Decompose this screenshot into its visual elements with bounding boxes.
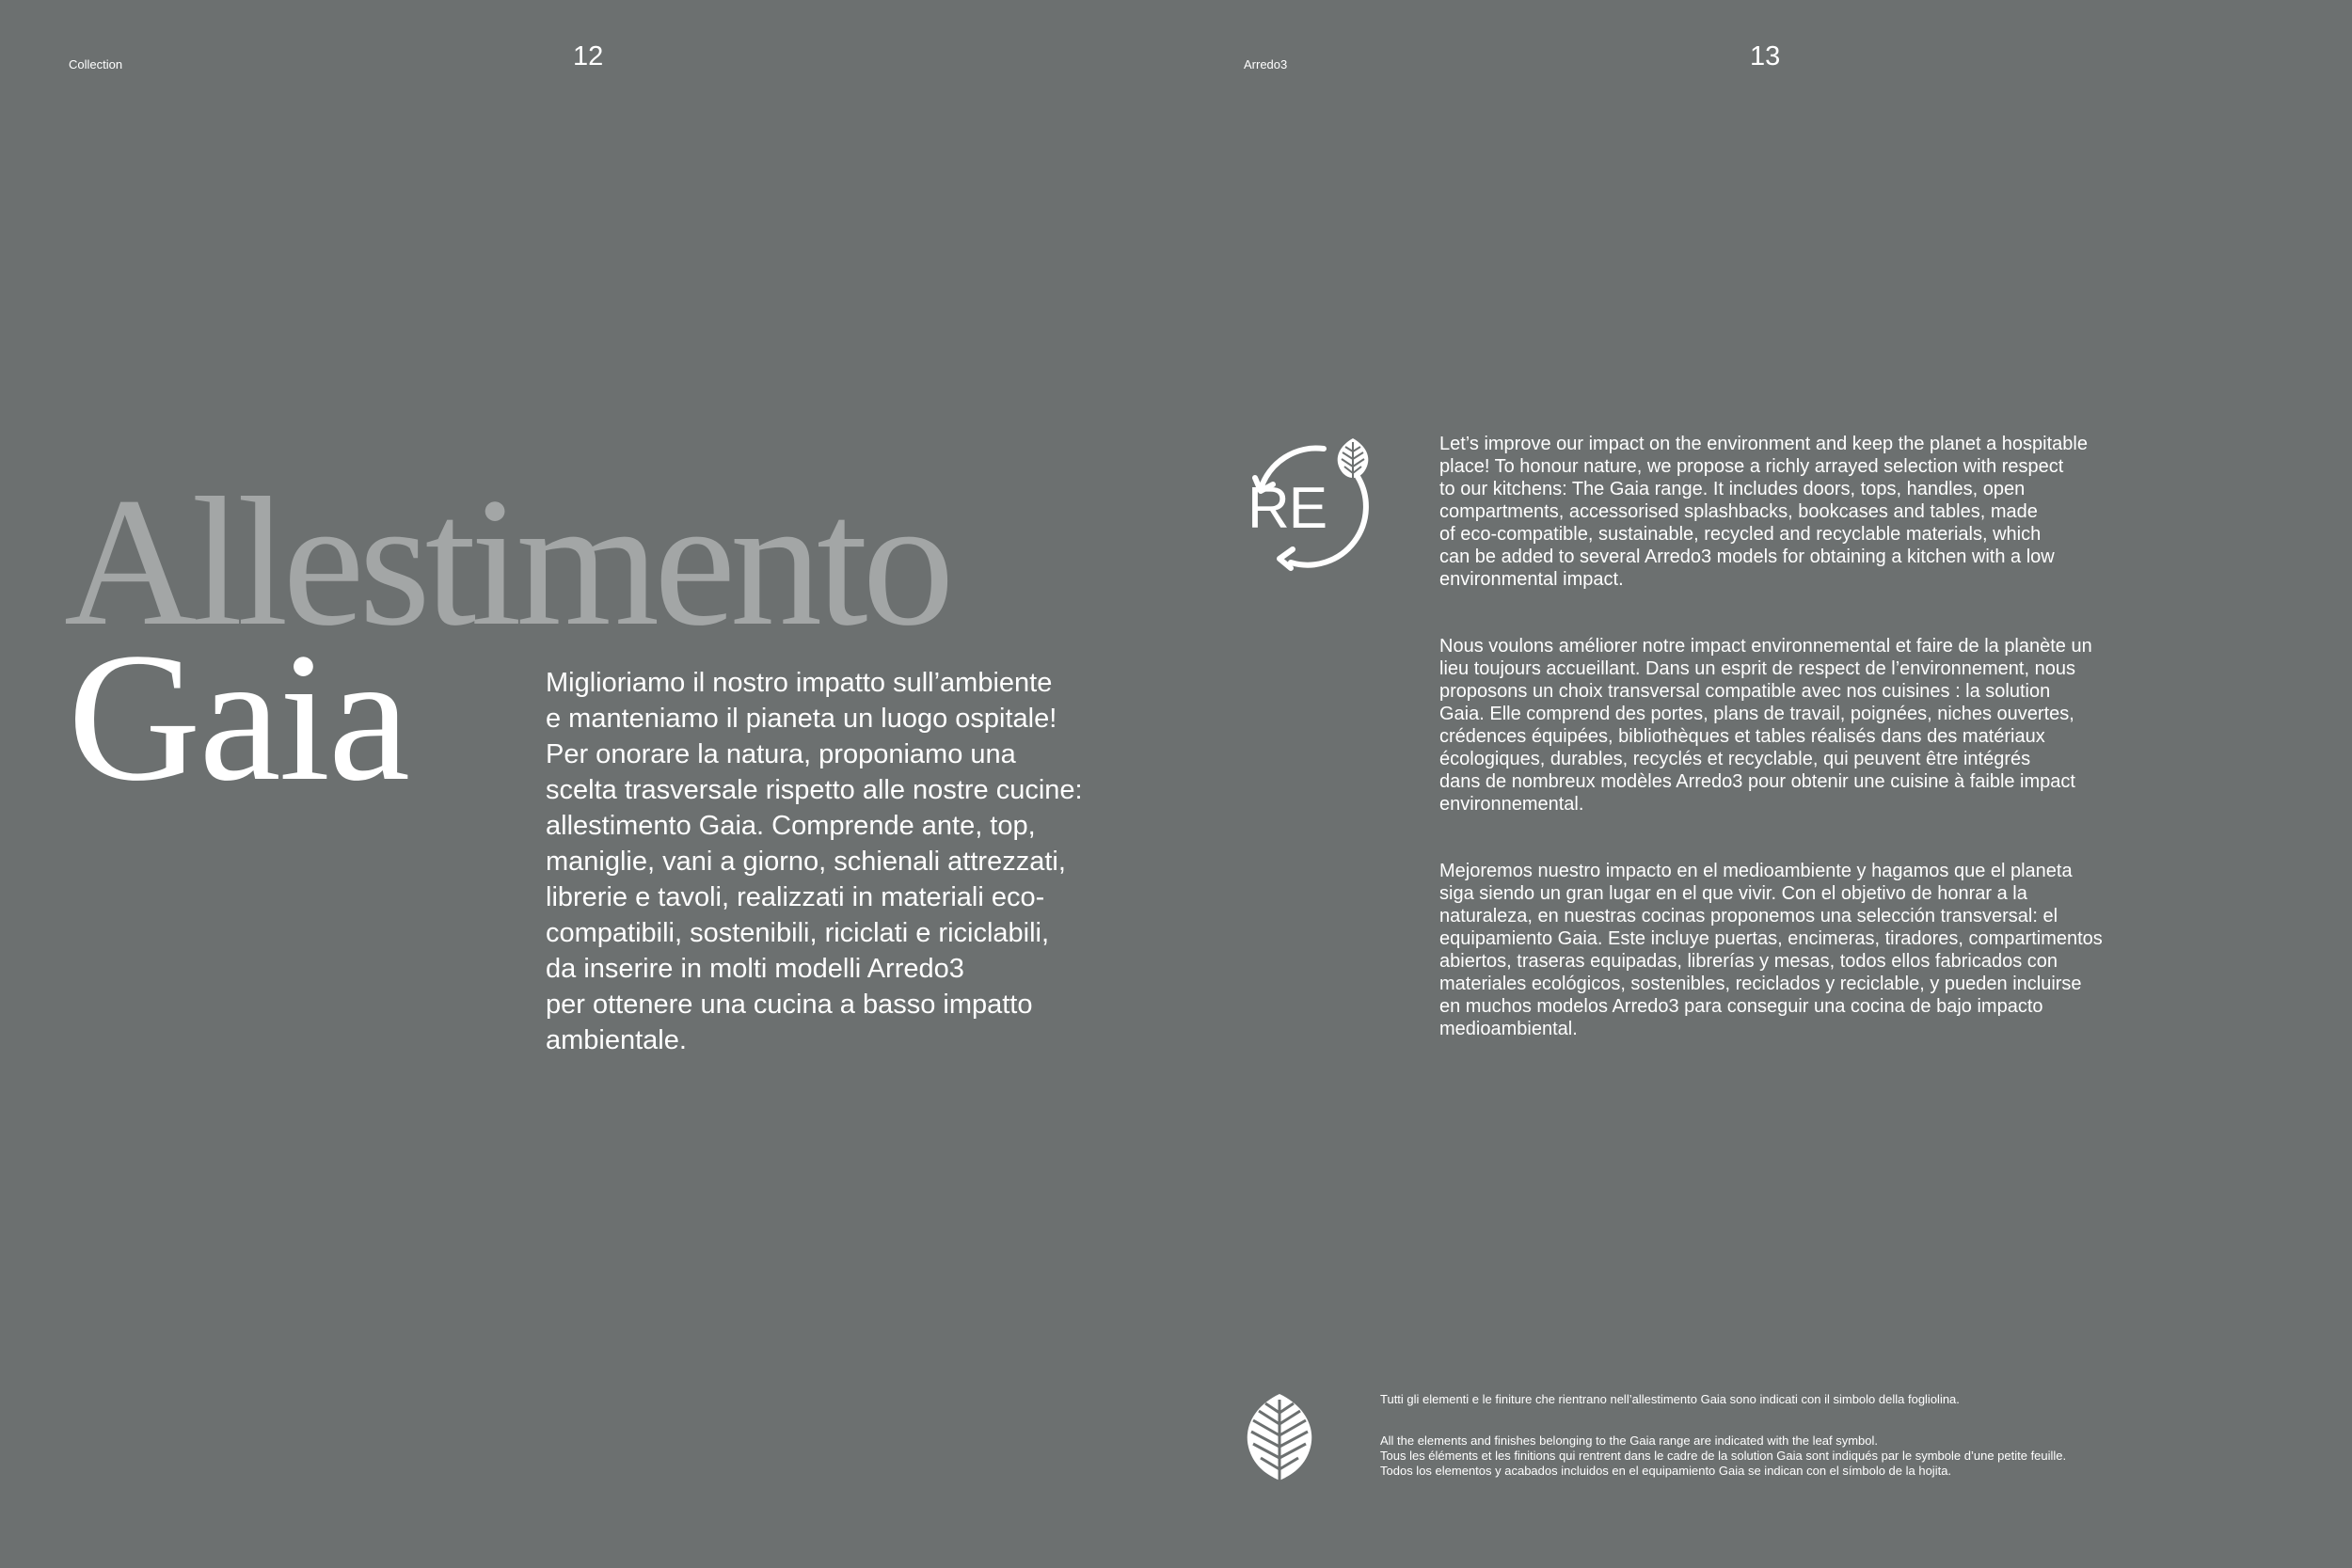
paragraph-line: en muchos modelos Arredo3 para conseguir una cocina de bajo impacto — [1439, 996, 2043, 1017]
leaf-note-multilang — [1380, 1433, 2066, 1479]
paragraph-line: of eco-compatible, sustainable, recycled and recyclable materials, which — [1439, 524, 2042, 545]
italian-body-text — [546, 665, 1129, 1058]
paragraph-line: equipamiento Gaia. Este incluye puertas, encimeras, tiradores, compartimentos — [1439, 928, 2103, 949]
page-number-right: 13 — [1750, 41, 1781, 71]
note-line: Tutti gli elementi e le finiture che rientrano nell’allestimento Gaia sono indicati con il simbolo della fogliolina. — [1380, 1392, 1960, 1406]
paragraph-line: Let’s improve our impact on the environment and keep the planet a hospitable — [1439, 434, 2088, 454]
paragraph-line: environmental impact. — [1439, 569, 1624, 590]
title-gaia: Gaia — [68, 615, 408, 819]
paragraph-line: dans de nombreux modèles Arredo3 pour obtenir une cuisine à faible impact — [1439, 771, 2075, 792]
paragraph-line: crédences équipées, bibliothèques et tables réalisés dans des matériaux — [1439, 726, 2045, 747]
body-line: ambientale. — [546, 1025, 687, 1055]
body-line: librerie e tavoli, realizzati in materiali eco- — [546, 882, 1045, 912]
body-line: scelta trasversale rispetto alle nostre cucine: — [546, 775, 1083, 805]
body-line: Per onorare la natura, proponiamo una — [546, 739, 1016, 769]
paragraph-spanish — [1439, 860, 2192, 1040]
paragraph-french — [1439, 635, 2192, 816]
body-line: per ottenere una cucina a basso impatto — [546, 990, 1033, 1020]
paragraph-line: abiertos, traseras equipadas, librerías y mesas, todos ellos fabricados con — [1439, 951, 2058, 972]
paragraph-line: naturaleza, en nuestras cocinas proponemos una selección transversal: el — [1439, 906, 2058, 927]
note-line: Todos los elementos y acabados incluidos en el equipamiento Gaia se indican con el símbolo de la hojita. — [1380, 1464, 1952, 1478]
leaf-icon — [1242, 1392, 1317, 1481]
note-line: Tous les éléments et les finitions qui rentrent dans le cadre de la solution Gaia sont indiqués par le symbole d’une petite feuille. — [1380, 1449, 2067, 1463]
re-recycle-logo-icon — [1234, 433, 1375, 574]
body-line: maniglie, vani a giorno, schienali attrezzati, — [546, 847, 1066, 877]
logo-text: RE — [1248, 476, 1327, 541]
paragraph-line: medioambiental. — [1439, 1019, 1578, 1039]
title-allestimento: Allestimento — [64, 460, 949, 664]
running-head-left: Collection — [69, 57, 123, 71]
paragraph-line: écologiques, durables, recyclés et recyclable, qui peuvent être intégrés — [1439, 749, 2031, 769]
paragraph-line: environnemental. — [1439, 794, 1584, 815]
paragraph-line: lieu toujours accueillant. Dans un esprit de respect de l’environnement, nous — [1439, 658, 2075, 679]
body-line: e manteniamo il pianeta un luogo ospitale! — [546, 704, 1057, 734]
paragraph-line: Nous voulons améliorer notre impact environnemental et faire de la planète un — [1439, 636, 2092, 657]
paragraph-line: proposons un choix transversal compatible avec nos cuisines : la solution — [1439, 681, 2051, 702]
paragraph-line: to our kitchens: The Gaia range. It includes doors, tops, handles, open — [1439, 479, 2026, 499]
paragraph-english — [1439, 433, 2192, 591]
page-number-left: 12 — [573, 41, 604, 71]
body-line: compatibili, sostenibili, riciclati e riciclabili, — [546, 918, 1050, 948]
body-line: da inserire in molti modelli Arredo3 — [546, 954, 964, 984]
paragraph-line: can be added to several Arredo3 models for obtaining a kitchen with a low — [1439, 546, 2055, 567]
paragraph-line: siga siendo un gran lugar en el que vivir. Con el objetivo de honrar a la — [1439, 883, 2027, 904]
paragraph-line: Mejoremos nuestro impacto en el medioambiente y hagamos que el planeta — [1439, 861, 2073, 881]
note-line: All the elements and finishes belonging to the Gaia range are indicated with the leaf symbol. — [1380, 1433, 1878, 1448]
leaf-note-italian — [1380, 1392, 1960, 1407]
body-line: allestimento Gaia. Comprende ante, top, — [546, 811, 1036, 841]
paragraph-line: materiales ecológicos, sostenibles, reciclados y reciclable, y pueden incluirse — [1439, 974, 2082, 994]
paragraph-line: Gaia. Elle comprend des portes, plans de travail, poignées, niches ouvertes, — [1439, 704, 2074, 724]
running-head-right: Arredo3 — [1244, 57, 1288, 71]
body-line: Miglioriamo il nostro impatto sull’ambiente — [546, 668, 1053, 698]
paragraph-line: compartments, accessorised splashbacks, bookcases and tables, made — [1439, 501, 2038, 522]
paragraph-line: place! To honour nature, we propose a richly arrayed selection with respect — [1439, 456, 2064, 477]
